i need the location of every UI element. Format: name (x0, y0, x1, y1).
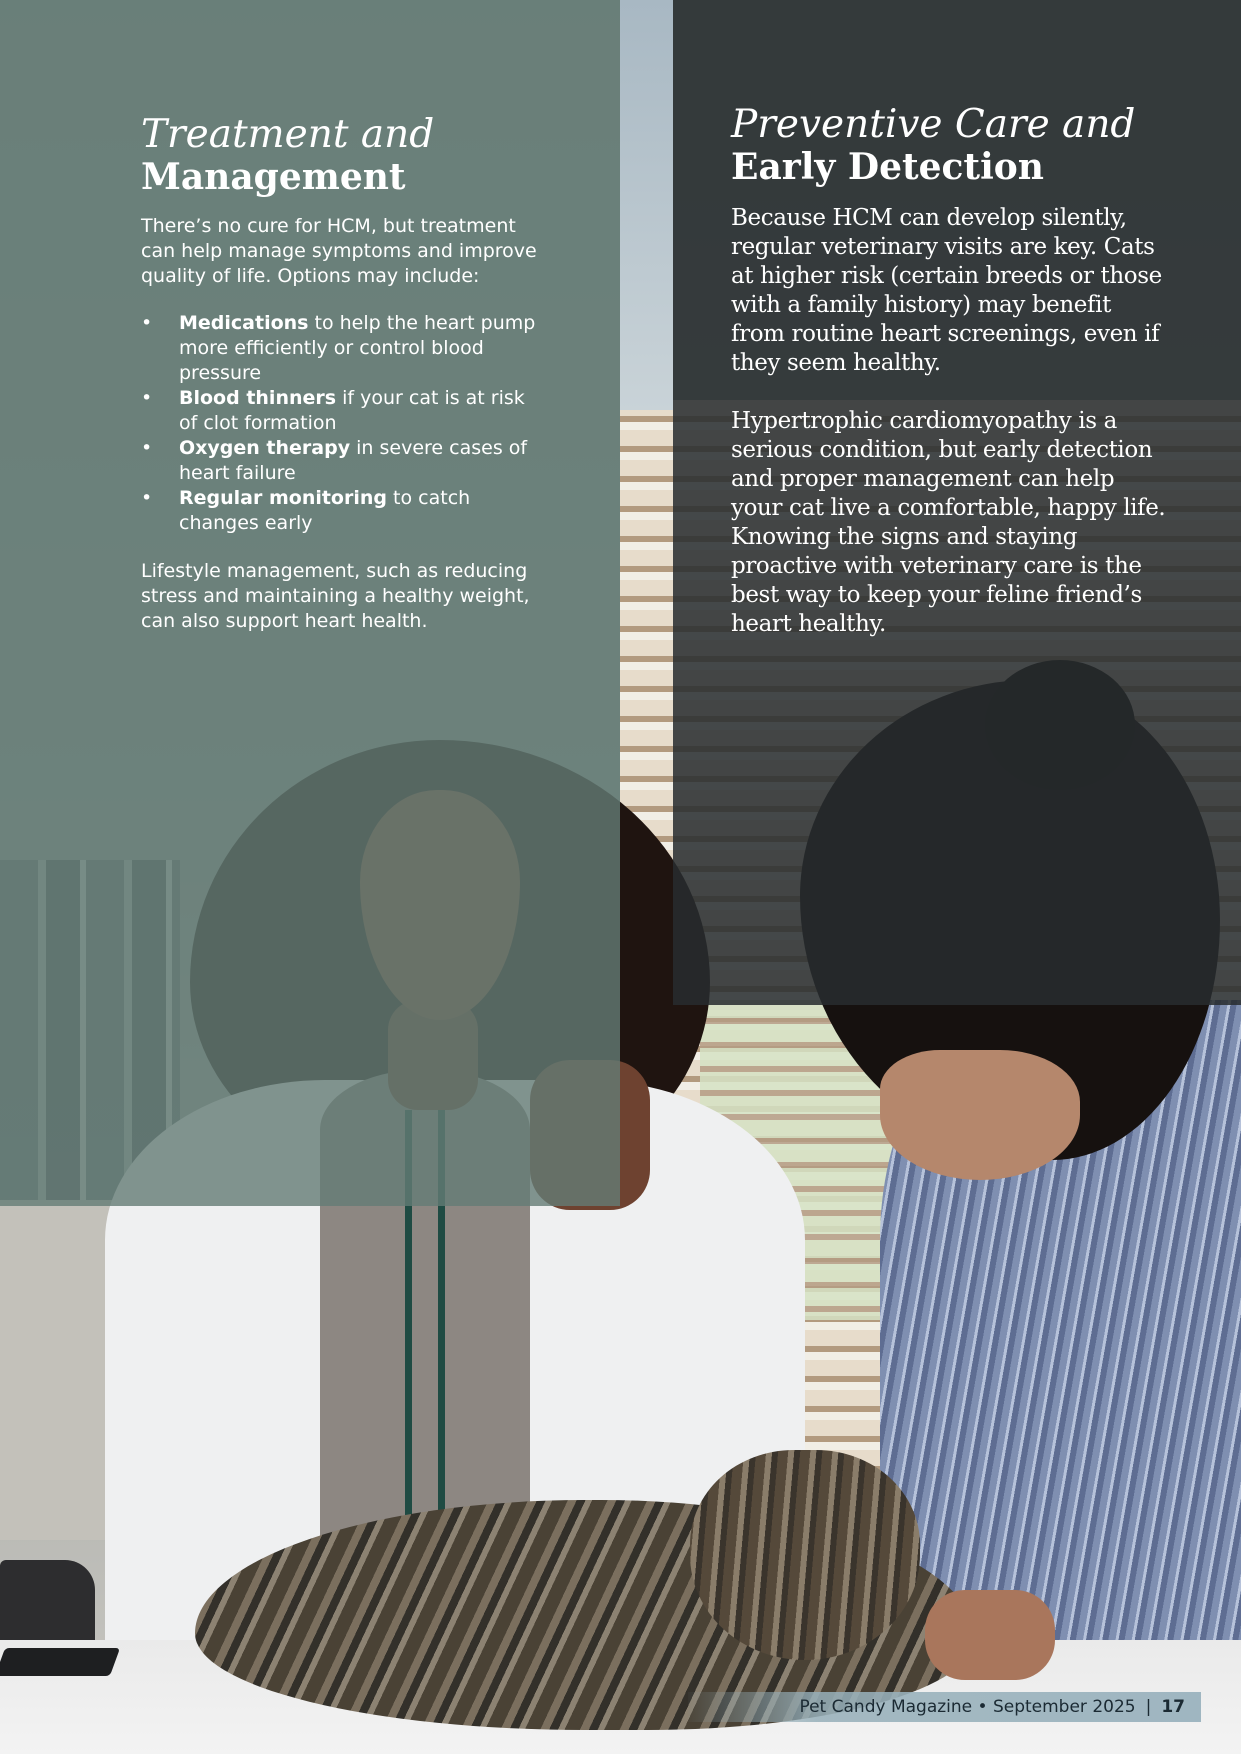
preventive-paragraph-1: Because HCM can develop silently, regular veterinary visits are key. Cats at higher risk (certain breeds or those with a family history) may benefit from routine heart screenings, even if they seem healthy. (731, 205, 1162, 376)
list-item-term: Oxygen therapy (179, 437, 351, 459)
treatment-outro: Lifestyle management, such as reducing stress and maintaining a healthy weight, can also support heart health. (141, 560, 530, 632)
treatment-section (141, 114, 541, 634)
assistant-face (880, 1050, 1080, 1180)
list-item-text: in severe cases of heart failure (179, 437, 528, 484)
window-light-strip (620, 0, 673, 410)
page-number: 17 (1161, 1697, 1185, 1717)
list-item (141, 311, 541, 386)
footer-magazine-issue: Pet Candy Magazine • September 2025 (799, 1697, 1136, 1717)
list-item-term: Regular monitoring (179, 487, 387, 509)
list-item-text: to help the heart pump more efficiently or control blood pressure (179, 312, 536, 384)
preventive-heading-italic: Preventive Care and (731, 102, 1136, 147)
preventive-heading-bold: Early Detection (731, 146, 1044, 188)
assistant-hand (925, 1590, 1055, 1680)
list-item-text: to catch changes early (179, 487, 471, 534)
treatment-options-list (141, 311, 541, 536)
footer-separator: | (1145, 1697, 1152, 1717)
preventive-heading (731, 104, 1171, 188)
list-item-term: Blood thinners (179, 387, 337, 409)
treatment-heading-italic: Treatment and (141, 112, 435, 157)
list-item (141, 386, 541, 436)
list-item (141, 486, 541, 536)
list-item-term: Medications (179, 312, 309, 334)
list-item-text: if your cat is at risk of clot formation (179, 387, 525, 434)
treatment-intro: There’s no cure for HCM, but treatment can help manage symptoms and improve quality of life. Options may include: (141, 215, 537, 287)
treatment-heading-bold: Management (141, 156, 406, 198)
page-footer (688, 1692, 1201, 1722)
cat-head (690, 1450, 920, 1660)
list-item (141, 436, 541, 486)
preventive-care-section (731, 104, 1171, 639)
treatment-heading (141, 114, 541, 198)
tablet-device (0, 1648, 120, 1676)
preventive-paragraph-2: Hypertrophic cardiomyopathy is a serious condition, but early detection and proper management can help your cat live a comfortable, happy life. Knowing the signs and staying proactive with veterinary care is the best way to keep your feline friend’s heart healthy. (731, 408, 1166, 637)
